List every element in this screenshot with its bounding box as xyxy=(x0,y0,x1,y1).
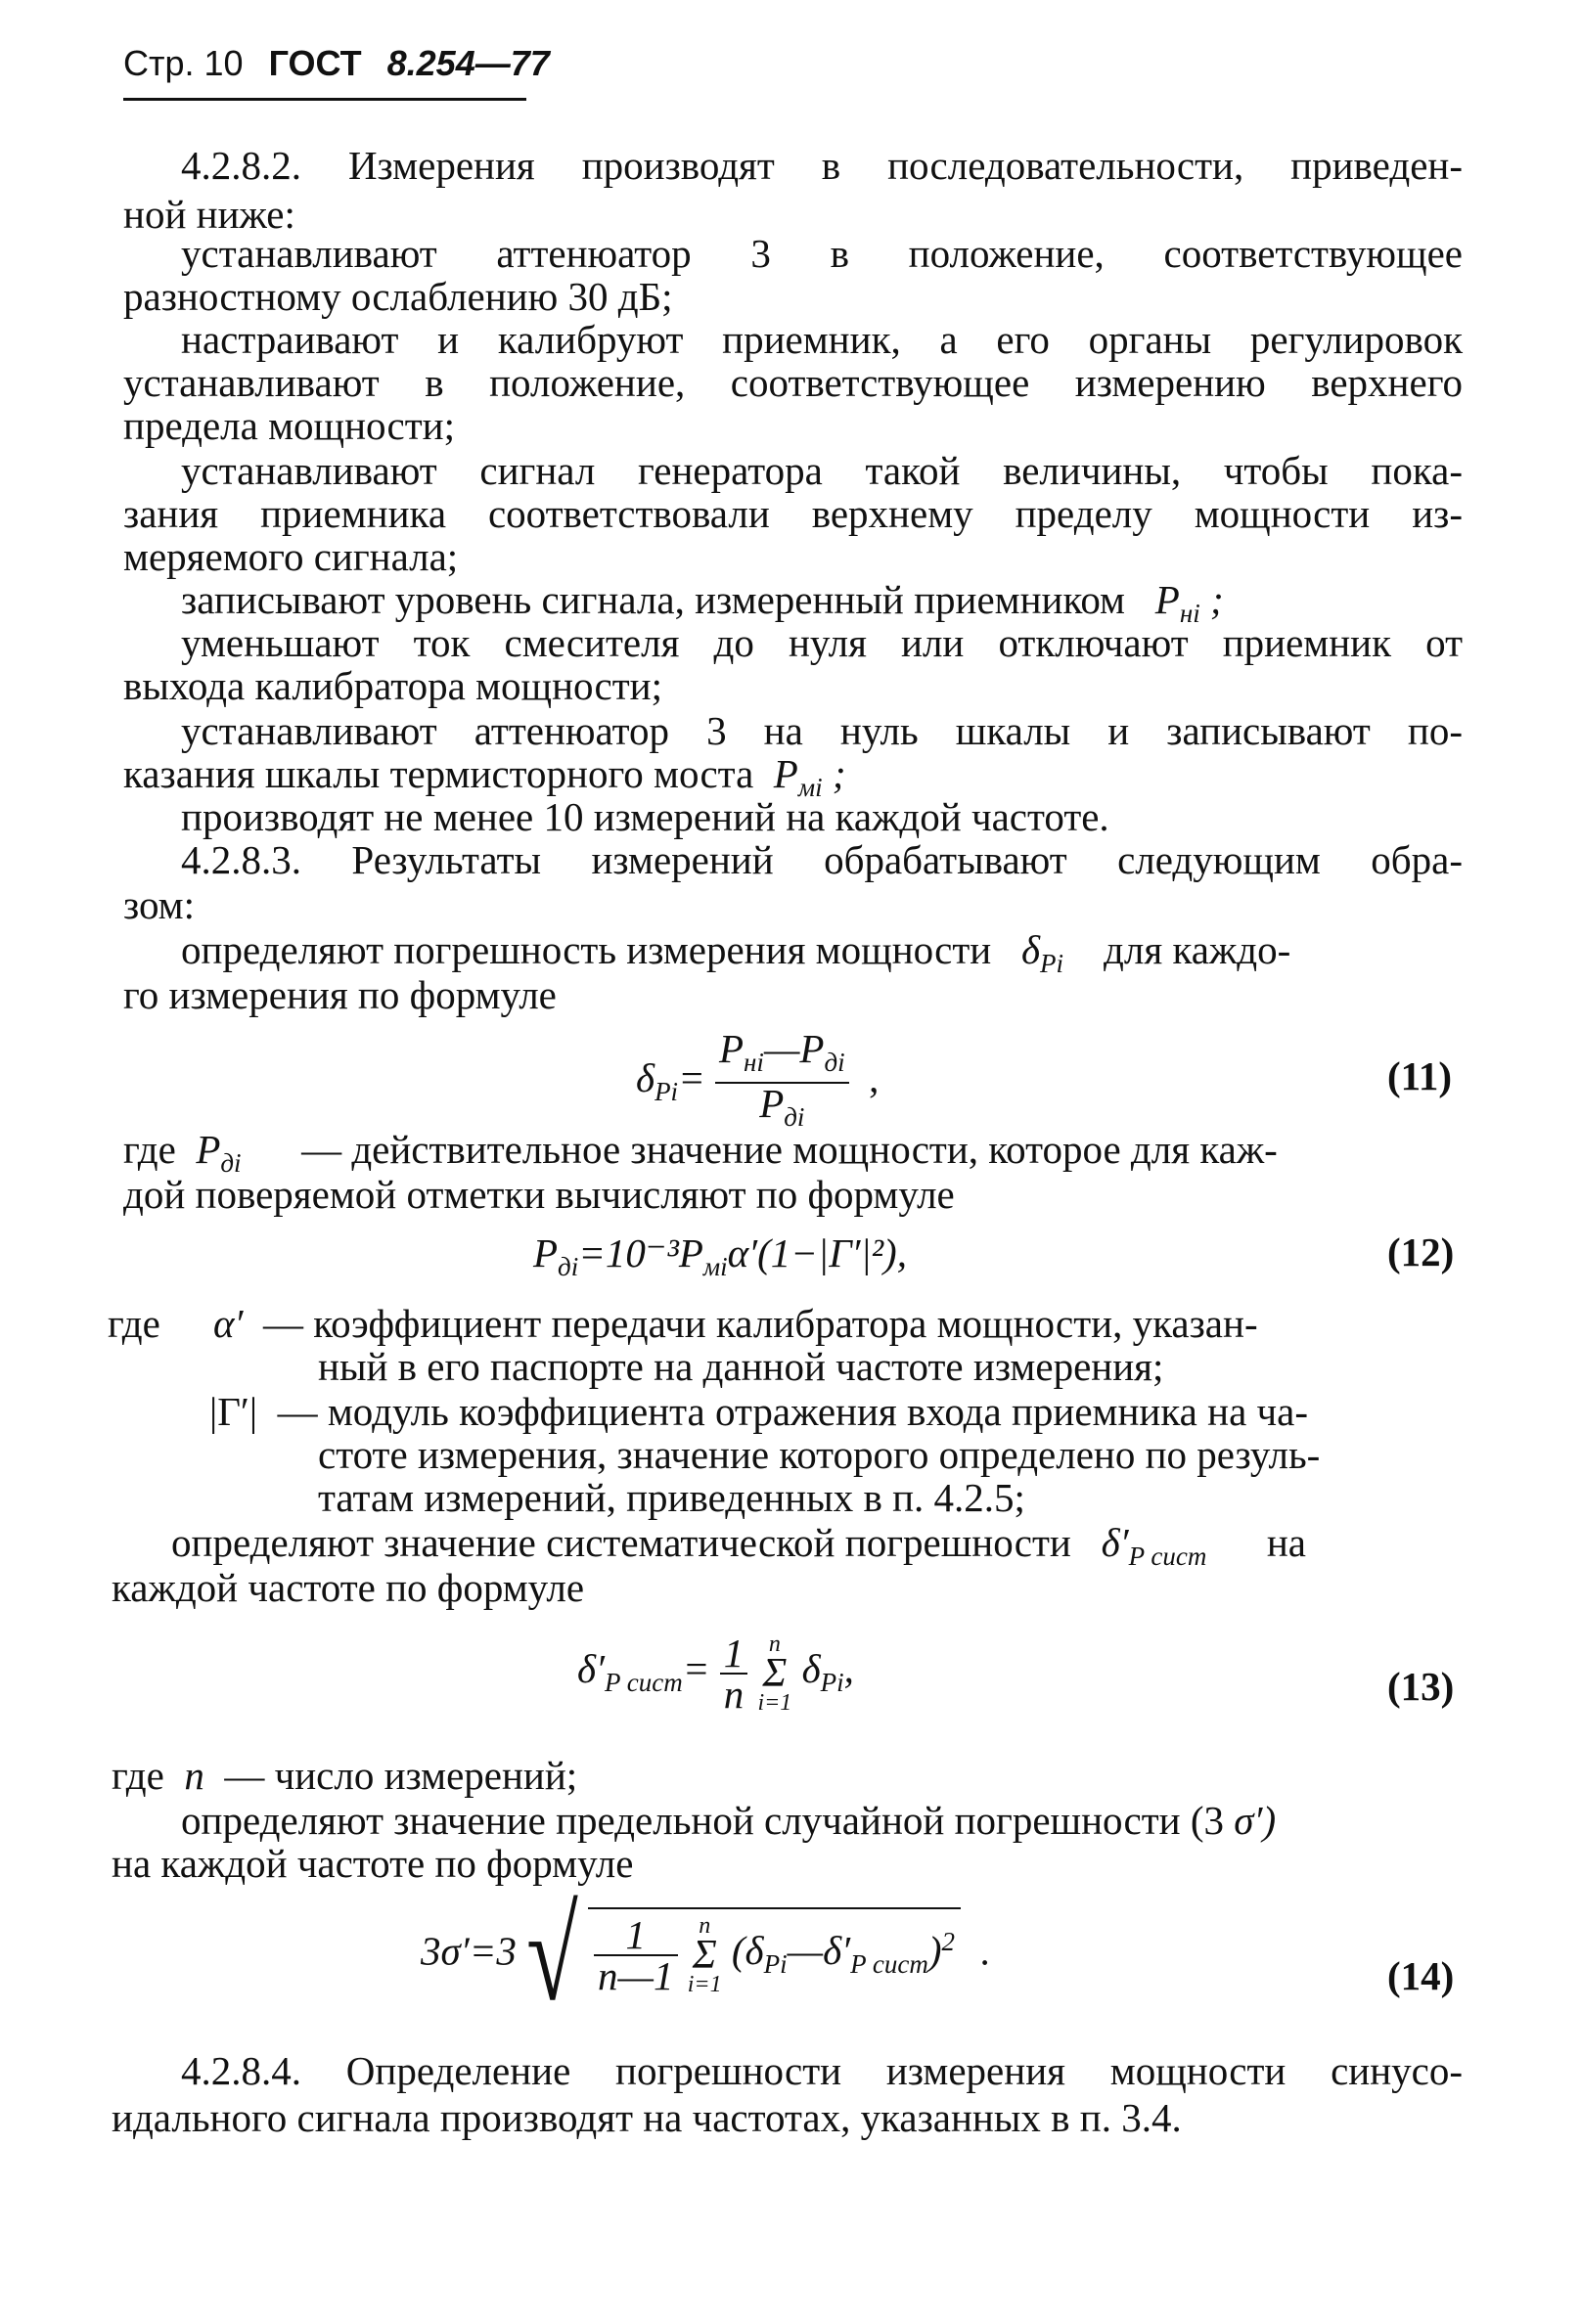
text-line xyxy=(209,1387,1308,1436)
text-segment: — число измерений; xyxy=(224,1753,578,1798)
formula-segment: 1 xyxy=(720,1633,748,1675)
text-line: производят не менее 10 измерений на каждой частоте. xyxy=(181,794,1109,839)
formula-symbol: σ′) xyxy=(1234,1798,1277,1843)
text-line: ной ниже: xyxy=(123,192,295,237)
text-segment: определяют погрешность измерения мощности xyxy=(181,927,992,972)
text-segment: казания шкалы термисторного моста xyxy=(123,751,754,796)
formula-symbol: n xyxy=(174,1753,215,1798)
text-line: где xyxy=(108,1301,160,1346)
text-segment: определяют значение систематической погрешности xyxy=(171,1520,1071,1565)
text-segment: — действительное значение мощности, которое для каж- xyxy=(301,1127,1278,1172)
formula-segment: i=1 xyxy=(687,1972,722,1997)
text-line: 4.2.8.4. Определение погрешности измерения мощности синусо- xyxy=(181,2048,1463,2093)
text-segment: для каждо- xyxy=(1104,927,1291,972)
formula-symbol: $P_{мi}$ ; xyxy=(763,751,846,802)
text-line: 4.2.8.3. Результаты измерений обрабатывают следующим обра- xyxy=(181,837,1463,882)
text-segment: записывают уровень сигнала, измеренный приемником xyxy=(181,577,1126,622)
text-line: идального сигнала производят на частотах, указанных в п. 3.4. xyxy=(112,2095,1182,2140)
text-segment: — модуль коэффициента отражения входа приемника на ча- xyxy=(277,1389,1308,1434)
formula-segment: n—1 xyxy=(598,1953,674,1998)
text-line: уменьшают ток смесителя до нуля или отключают приемник от xyxy=(181,620,1463,665)
text-segment: где xyxy=(123,1127,176,1172)
formula-number: (14) xyxy=(1387,1953,1455,1998)
formula-segment: 1 xyxy=(594,1915,677,1956)
text-segment: на xyxy=(1266,1520,1306,1565)
text-line: меряемого сигнала; xyxy=(123,534,459,579)
text-line: го измерения по формуле xyxy=(123,972,557,1017)
text-line: устанавливают аттенюатор 3 на нуль шкалы и записывают по- xyxy=(181,708,1463,753)
text-segment: определяют значение предельной случайной погрешности (3 xyxy=(181,1798,1225,1843)
formula-symbol: $P_{нi}$ ; xyxy=(1135,577,1224,628)
formula-segment: =10⁻³ xyxy=(578,1230,679,1275)
formula-11: $\delta_{Pi}=$ $\frac{P_{нi}—P_{дi}}{P_{дi}}$ , xyxy=(636,1026,880,1132)
text-line xyxy=(181,1796,1276,1845)
text-line xyxy=(112,1751,577,1800)
formula-segment: (1−|Г′|²), xyxy=(757,1230,907,1275)
text-line: устанавливают сигнал генератора такой величины, чтобы пока- xyxy=(181,448,1463,493)
formula-number: (12) xyxy=(1387,1229,1455,1274)
formula-symbol: $\delta_{Pi}$ xyxy=(1001,927,1064,978)
text-line: стоте измерения, значение которого определено по резуль- xyxy=(318,1432,1321,1477)
formula-segment: n xyxy=(699,1913,711,1939)
text-line: зания приемника соответствовали верхнему пределу мощности из- xyxy=(123,491,1463,536)
page-header xyxy=(123,43,565,84)
page-number: Стр. 10 xyxy=(123,43,244,83)
text-line: каждой частоте по формуле xyxy=(112,1565,585,1610)
text-segment: — коэффициент передачи калибратора мощности, указан- xyxy=(263,1301,1258,1346)
formula-13: $\delta'_{P сист}=$ $\frac{1}{n}$ n Σ i=1 $\delta_{Pi}$, xyxy=(577,1631,854,1717)
text-line: ный в его паспорте на данной частоте измерения; xyxy=(318,1344,1164,1389)
text-line: устанавливают аттенюатор 3 в положение, соответствующее xyxy=(181,231,1463,276)
text-line: разностному ослаблению 30 дБ; xyxy=(123,274,673,319)
gost-label: ГОСТ xyxy=(268,43,362,83)
formula-symbol: α′ xyxy=(213,1301,253,1346)
text-line xyxy=(213,1299,1258,1348)
formula-segment: i=1 xyxy=(757,1690,792,1716)
text-line: устанавливают в положение, соответствующее измерению верхнего xyxy=(123,360,1463,405)
text-line: на каждой частоте по формуле xyxy=(112,1841,634,1886)
text-line: татам измерений, приведенных в п. 4.2.5; xyxy=(318,1475,1025,1520)
formula-symbol: $\delta'_{P сист}$ xyxy=(1081,1520,1207,1571)
standard-number: 8.254—77 xyxy=(386,43,550,83)
text-line: настраивают и калибруют приемник, а его органы регулировок xyxy=(181,317,1463,362)
formula-number: (11) xyxy=(1387,1053,1453,1098)
formula-12: $P_{дi}=10^{-3}P_{мi}\alpha'(1-|Г'|^2)$, xyxy=(533,1230,907,1281)
formula-symbol: |Г′| xyxy=(209,1389,268,1434)
text-line: предела мощности; xyxy=(123,403,455,448)
formula-number: (13) xyxy=(1387,1664,1455,1709)
text-line: 4.2.8.2. Измерения производят в последовательности, приведен- xyxy=(181,143,1463,188)
text-line: дой поверяемой отметки вычисляют по формуле xyxy=(123,1172,955,1217)
text-line: зом: xyxy=(123,882,196,927)
formula-14: 3σ′=3 √ $\frac{1}{n—1}$ n Σ i=1 $(\delta_{Pi}—\delta'_{P сист})^2$ . xyxy=(421,1881,991,2029)
text-segment: где xyxy=(112,1753,164,1798)
formula-segment: n xyxy=(768,1631,781,1657)
header-rule xyxy=(123,98,526,101)
formula-segment: n xyxy=(723,1672,745,1717)
text-line: выхода калибратора мощности; xyxy=(123,663,662,708)
formula-symbol: $P_{дi}$ xyxy=(186,1127,242,1178)
